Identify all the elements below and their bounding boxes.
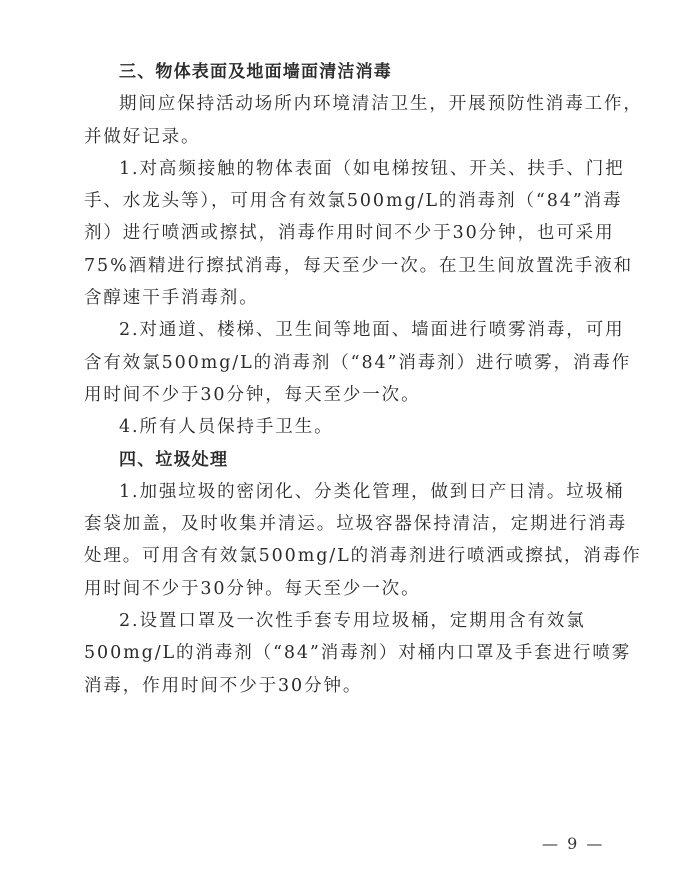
paragraph-line: 含有效氯500mg/L的消毒剂（“84”消毒剂）进行喷雾，消毒作 bbox=[84, 352, 632, 373]
paragraph-line: 2.对通道、楼梯、卫生间等地面、墙面进行喷雾消毒，可用 bbox=[119, 320, 625, 341]
paragraph-line: 用时间不少于30分钟，每天至少一次。 bbox=[84, 384, 421, 405]
paragraph-line: 期间应保持活动场所内环境清洁卫生，开展预防性消毒工作， bbox=[119, 94, 643, 115]
section-heading-4: 四、垃圾处理 bbox=[119, 449, 229, 470]
paragraph-line: 含醇速干手消毒剂。 bbox=[84, 288, 259, 309]
paragraph-line: 手、水龙头等），可用含有效氯500mg/L的消毒剂（“84”消毒 bbox=[84, 191, 623, 212]
paragraph-line: 500mg/L的消毒剂（“84”消毒剂）对桶内口罩及手套进行喷雾 bbox=[84, 643, 632, 664]
paragraph-line: 75%酒精进行擦拭消毒，每天至少一次。在卫生间放置洗手液和 bbox=[84, 255, 633, 276]
document-body bbox=[84, 56, 643, 702]
paragraph-line: 4.所有人员保持手卫生。 bbox=[119, 417, 334, 438]
section-heading-3: 三、物体表面及地面墙面清洁消毒 bbox=[119, 62, 392, 82]
paragraph-line: 处理。可用含有效氯500mg/L的消毒剂进行喷洒或擦拭，消毒作 bbox=[84, 546, 642, 567]
paragraph-line: 消毒，作用时间不少于30分钟。 bbox=[84, 675, 363, 696]
paragraph-line: 并做好记录。 bbox=[84, 126, 201, 147]
paragraph-line: 剂）进行喷洒或擦拭，消毒作用时间不少于30分钟，也可采用 bbox=[84, 223, 615, 244]
paragraph-line: 2.设置口罩及一次性手套专用垃圾桶，定期用含有效氯 bbox=[119, 611, 586, 632]
page-number: — 9 — bbox=[542, 834, 605, 853]
paragraph-line: 1.加强垃圾的密闭化、分类化管理，做到日产日清。垃圾桶 bbox=[119, 481, 625, 502]
paragraph-line: 1.对高频接触的物体表面（如电梯按钮、开关、扶手、门把 bbox=[119, 158, 625, 179]
paragraph-line: 套袋加盖，及时收集并清运。垃圾容器保持清洁，定期进行消毒 bbox=[84, 514, 628, 535]
paragraph-line: 用时间不少于30分钟。每天至少一次。 bbox=[84, 578, 421, 599]
